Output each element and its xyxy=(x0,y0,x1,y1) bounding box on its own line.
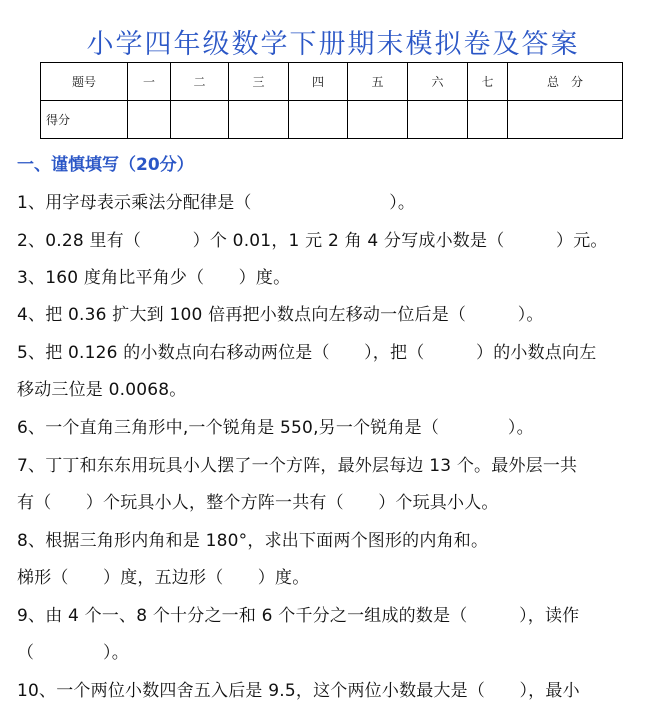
question-line-5: 5、把 0.126 的小数点向右移动两位是（ ），把（ ）的小数点向左 xyxy=(17,343,597,363)
question-line-8-cont: 梯形（ ）度，五边形（ ）度。 xyxy=(17,568,310,588)
score-table-header-row xyxy=(41,63,623,101)
header-cell-4: 四 xyxy=(289,63,348,101)
score-cell-4 xyxy=(289,101,348,139)
score-row-label: 得分 xyxy=(41,101,128,139)
question-line-4: 4、把 0.36 扩大到 100 倍再把小数点向左移动一位后是（ ）。 xyxy=(17,305,544,325)
header-cell-5: 五 xyxy=(348,63,408,101)
question-line-2: 2、0.28 里有（ ）个 0.01，1 元 2 角 4 分写成小数是（ ）元。 xyxy=(17,231,608,251)
score-cell-7 xyxy=(468,101,508,139)
score-cell-total xyxy=(508,101,623,139)
score-cell-5 xyxy=(348,101,408,139)
header-cell-1: 一 xyxy=(128,63,171,101)
question-line-7: 7、丁丁和东东用玩具小人摆了一个方阵，最外层每边 13 个。最外层一共 xyxy=(17,456,578,476)
score-table xyxy=(40,62,623,139)
question-line-10: 10、一个两位小数四舍五入后是 9.5，这个两位小数最大是（ ），最小 xyxy=(17,681,580,701)
header-cell-2: 二 xyxy=(171,63,229,101)
score-table-score-row xyxy=(41,101,623,139)
score-cell-3 xyxy=(229,101,289,139)
question-line-5-cont: 移动三位是 0.0068。 xyxy=(17,380,187,400)
header-cell-6: 六 xyxy=(408,63,468,101)
question-line-9-cont: （ ）。 xyxy=(17,643,129,663)
header-cell-3: 三 xyxy=(229,63,289,101)
question-line-7-cont: 有（ ）个玩具小人，整个方阵一共有（ ）个玩具小人。 xyxy=(17,493,499,513)
question-line-1: 1、用字母表示乘法分配律是（ ）。 xyxy=(17,193,416,213)
page-title: 小学四年级数学下册期末模拟卷及答案 xyxy=(86,29,580,60)
question-line-3: 3、160 度角比平角少（ ）度。 xyxy=(17,268,291,288)
section-heading-fill-in: 一、谨慎填写（20分） xyxy=(17,155,194,175)
header-cell-total: 总 分 xyxy=(508,63,623,101)
question-line-8: 8、根据三角形内角和是 180°，求出下面两个图形的内角和。 xyxy=(17,531,489,551)
header-cell-7: 七 xyxy=(468,63,508,101)
header-cell-question-number: 题号 xyxy=(41,63,128,101)
question-line-6: 6、一个直角三角形中,一个锐角是 550,另一个锐角是（ ）。 xyxy=(17,418,534,438)
question-line-9: 9、由 4 个一、8 个十分之一和 6 个千分之一组成的数是（ ），读作 xyxy=(17,606,580,626)
score-cell-1 xyxy=(128,101,171,139)
score-cell-2 xyxy=(171,101,229,139)
score-cell-6 xyxy=(408,101,468,139)
